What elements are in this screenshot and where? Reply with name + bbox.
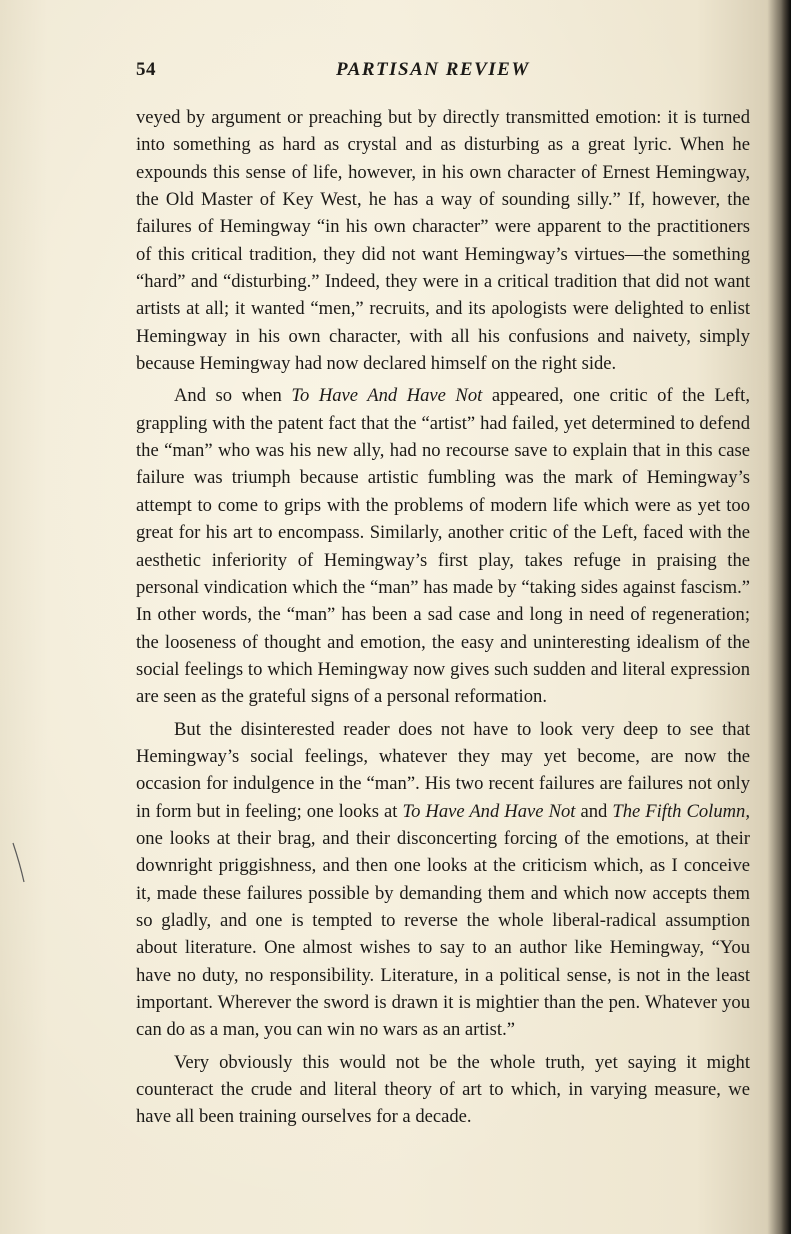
italic-title: To Have And Have Not [291, 385, 483, 407]
article-body [136, 104, 750, 1131]
pencil-mark-icon [12, 842, 26, 884]
italic-title: The Fifth Column, [612, 800, 750, 822]
paragraph-text: And so when [174, 385, 292, 407]
paragraph [136, 382, 750, 710]
page-header [136, 59, 746, 85]
paragraph [136, 104, 750, 377]
italic-title: To Have And Have Not [402, 800, 576, 822]
paragraph-text: one looks at their brag, and their disconcerting forcing of the emotions, at their downright priggishness, and then one looks at the criticism which, as I conceive it, made these failures possible by demanding them and which now accepts them so gladly, and one is tempted to reverse the whole liberal-radical assumption about literature. One almost wishes to say to an author like Hemingway, “You have no duty, no responsibility. Literature, in a political sense, is not in the least important. Wherever the sword is drawn it is mightier than the pen. Whatever you can do as a man, you can win no wars as an artist.” [136, 827, 750, 1041]
paragraph-text: But the disinterested reader does not have to look very deep to see that Hemingway’s social feelings, whatever they may yet become, are now the occasion for indulgence in the “man”. His two recent failures are failures not only in form but in feeling; one looks at [136, 718, 750, 822]
paragraph [136, 1049, 750, 1131]
page-edge-shadow [781, 0, 791, 1234]
running-head: PARTISAN REVIEW [336, 59, 530, 80]
paragraph [136, 716, 750, 1044]
paragraph-text: veyed by argument or preaching but by directly transmitted emotion: it is turned into something as hard as crystal and as disturbing as a great lyric. When he expounds this sense of life, however, in his own character of Ernest Hemingway, the Old Master of Key West, he has a way of sounding silly.” If, however, the failures of Hemingway “in his own character” were apparent to the practitioners of this critical tradition, they did not want Hemingway’s virtues—the something “hard” and “disturbing.” Indeed, they were in a critical tradition that did not want artists at all; it wanted “men,” recruits, and its apologists were delighted to enlist Hemingway in his own character, with all his confusions and naivety, simply because Hemingway had now declared himself on the right side. [136, 107, 750, 375]
paragraph-text: and [575, 800, 613, 822]
page-number: 54 [136, 59, 156, 80]
paragraph-text: appeared, one critic of the Left, grappling with the patent fact that the “artist” had failed, yet determined to defend the “man” who was his new ally, had no recourse save to explain that in this case failure was triumph because artistic fumbling was the mark of Hemingway’s attempt to come to grips with the problems of modern life which were as yet too great for his art to encompass. Similarly, another critic of the Left, faced with the aesthetic inferiority of Hemingway’s first play, takes refuge in praising the personal vindication which the “man” has made by “taking sides against fascism.” In other words, the “man” has been a sad case and long in need of regeneration; the looseness of thought and emotion, the easy and uninteresting idealism of the social feelings to which Hemingway now gives such sudden and literal expression are seen as the grateful signs of a personal reformation. [136, 385, 751, 708]
paragraph-text: Very obviously this would not be the whole truth, yet saying it might counteract the crude and literal theory of art to which, in varying measure, we have all been training ourselves for a decade. [136, 1051, 750, 1128]
